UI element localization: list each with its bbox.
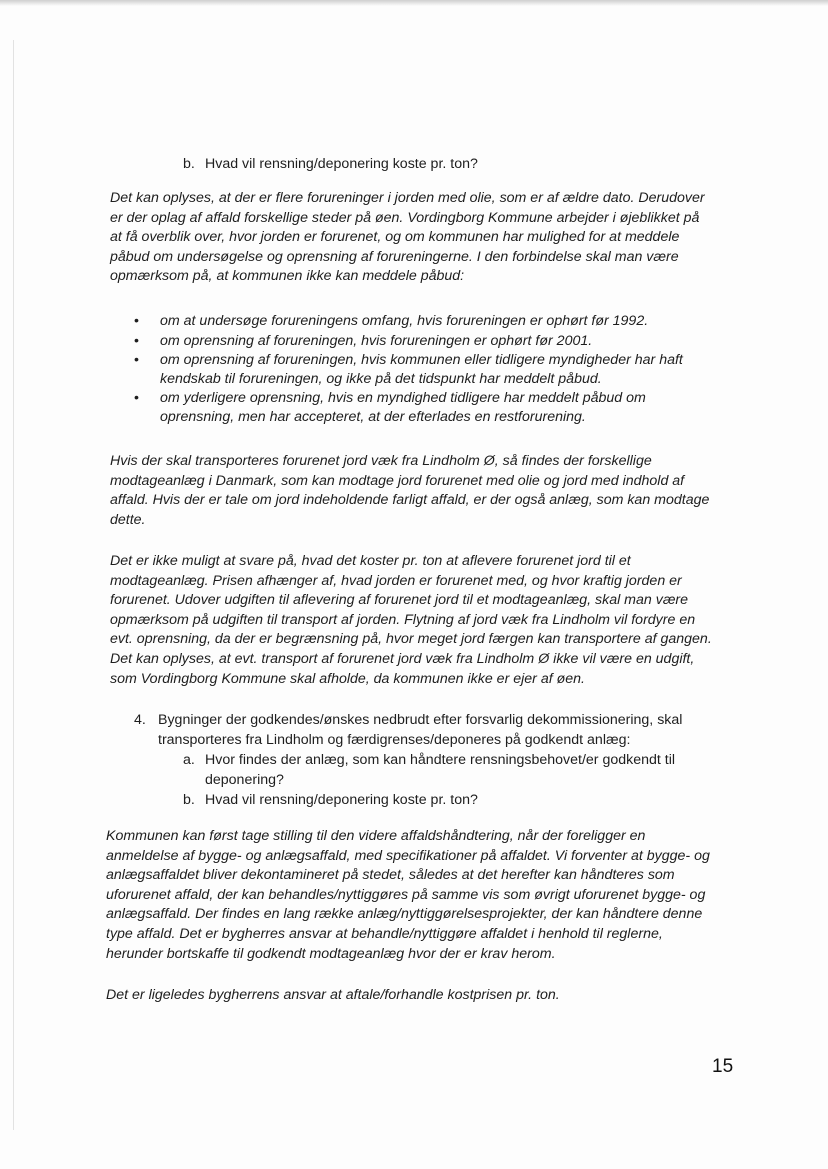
paragraph-line: modtageanlæg i Danmark, som kan modtage jord forurenet med olie og jord med indhold af <box>110 472 685 489</box>
paragraph-cost-responsibility <box>106 986 738 1006</box>
question-b-top <box>183 155 478 175</box>
question-b-marker: b. <box>183 156 195 172</box>
item-4-marker: 4. <box>134 712 146 728</box>
item-4b-marker: b. <box>183 792 195 808</box>
paragraph-line: Det er ligeledes bygherrens ansvar at aftale/forhandle kostprisen pr. ton. <box>106 987 560 1003</box>
paragraph-line: anmeldelse af bygge- og anlægsaffald, med specifikationer på affaldet. Vi forventer at bygge- og <box>106 847 710 864</box>
question-b-text: Hvad vil rensning/deponering koste pr. ton? <box>205 156 478 172</box>
bullet-item <box>134 389 714 426</box>
paragraph-line: type affald. Det er bygherres ansvar at behandle/nyttiggøre affaldet i henhold til reglerne, <box>106 925 663 942</box>
item-4-text <box>158 711 682 750</box>
paragraph-line: Hvis der skal transporteres forurenet jord væk fra Lindholm Ø, så findes der forskellige <box>110 453 652 469</box>
item-4a-marker: a. <box>183 752 195 768</box>
bullet-list-injunctions <box>134 312 714 427</box>
paragraph-building-waste <box>106 827 738 964</box>
item-4a-line: deponering? <box>205 771 284 788</box>
paragraph-pollution-overview <box>110 189 742 287</box>
item-4a-line: Hvor findes der anlæg, som kan håndtere rensningsbehovet/er godkendt til <box>205 752 676 768</box>
paragraph-line: Kommunen kan først tage stilling til den videre affaldshåndtering, når der foreligger en <box>106 828 646 844</box>
bullet-icon: • <box>134 313 139 329</box>
page-number: 15 <box>712 1056 734 1077</box>
numbered-item-4 <box>134 711 146 731</box>
paragraph-cost-per-ton <box>110 552 742 689</box>
item-4b-text <box>205 791 478 811</box>
bullet-text: om yderligere oprensning, hvis en myndighed tidligere har meddelt påbud om <box>160 390 646 407</box>
scan-left-edge <box>13 40 14 1130</box>
bullet-text: om oprensning af forureningen, hvis forureningen er ophørt før 2001. <box>160 332 593 349</box>
paragraph-line: som Vordingborg Kommune skal afholde, da kommunen ikke er ejer af øen. <box>110 670 585 687</box>
paragraph-reception-facilities <box>110 452 742 530</box>
paragraph-line: evt. oprensning, da der er begrænsning på, hvor meget jord færgen kan transportere af gangen. <box>110 631 712 648</box>
paragraph-line: anlægsaffaldet bliver dekontamineret på stedet, således at det herefter kan håndteres som <box>106 867 675 884</box>
paragraph-line: forurenet. Udover udgiften til aflevering af forurenet jord til et modtageanlæg, skal man være <box>110 592 689 609</box>
paragraph-line: at få overblik over, hvor jorden er forurenet, og om kommunen har mulighed for at meddele <box>110 229 680 246</box>
bullet-item <box>134 332 714 351</box>
paragraph-line: affald. Hvis der er tale om jord indeholdende farligt affald, er der også anlæg, som kan modtage <box>110 492 710 509</box>
paragraph-line: modtageanlæg. Prisen afhænger af, hvad jorden er forurenet med, og hvor kraftig jorden er <box>110 572 682 589</box>
paragraph-line: Det kan oplyses, at evt. transport af forurenet jord væk fra Lindholm Ø ikke vil være en udgift, <box>110 650 695 667</box>
paragraph-line: Det kan oplyses, at der er flere forureninger i jorden med olie, som er af ældre dato. Derudover <box>110 190 705 206</box>
bullet-icon: • <box>134 332 139 349</box>
scan-top-edge <box>0 0 828 6</box>
paragraph-line: anlægsaffald. Der findes en lang række anlæg/nyttiggørelsesprojekter, der kan håndtere denne <box>106 906 703 923</box>
paragraph-line: herunder bortskaffe til godkendt modtageanlæg hvor der er krav herom. <box>106 945 556 962</box>
paragraph-line: opmærksom på, at kommunen ikke kan meddele påbud: <box>110 268 465 285</box>
bullet-item <box>134 351 714 388</box>
paragraph-line: opmærksom på udgiften til transport af jorden. Flytning af jord væk fra Lindholm vil fordyre en <box>110 611 696 628</box>
bullet-icon: • <box>134 352 139 369</box>
bullet-item <box>134 312 714 331</box>
bullet-text: om oprensning af forureningen, hvis kommunen eller tidligere myndigheder har haft <box>160 352 683 369</box>
item-4b <box>183 791 195 811</box>
paragraph-line: er der oplag af affald forskellige steder på øen. Vordingborg Kommune arbejder i øjeblikket på <box>110 209 700 226</box>
item-4a <box>183 751 195 771</box>
item-4b-line: Hvad vil rensning/deponering koste pr. ton? <box>205 792 478 808</box>
paragraph-line: påbud om undersøgelse og oprensning af forureningerne. I den forbindelse skal man være <box>110 248 679 265</box>
item-4-line: Bygninger der godkendes/ønskes nedbrudt efter forsvarlig dekommissionering, skal <box>158 712 683 728</box>
paragraph-line: dette. <box>110 511 146 528</box>
item-4-line: transporteres fra Lindholm og færdigrenses/deponeres på godkendt anlæg: <box>158 731 631 748</box>
item-4a-text <box>205 751 675 790</box>
bullet-text: oprensning, men har accepteret, at der efterlades en restforurening. <box>160 408 586 425</box>
paragraph-line: uforurenet affald, der kan behandles/nyttiggøres på samme vis som øvrigt uforurenet bygge- og <box>106 886 706 903</box>
bullet-text: kendskab til forureningen, og ikke på det tidspunkt har meddelt påbud. <box>160 370 602 387</box>
bullet-icon: • <box>134 390 139 407</box>
paragraph-line: Det er ikke muligt at svare på, hvad det koster pr. ton at aflevere forurenet jord til et <box>110 553 631 569</box>
bullet-text: om at undersøge forureningens omfang, hvis forureningen er ophørt før 1992. <box>160 313 649 329</box>
